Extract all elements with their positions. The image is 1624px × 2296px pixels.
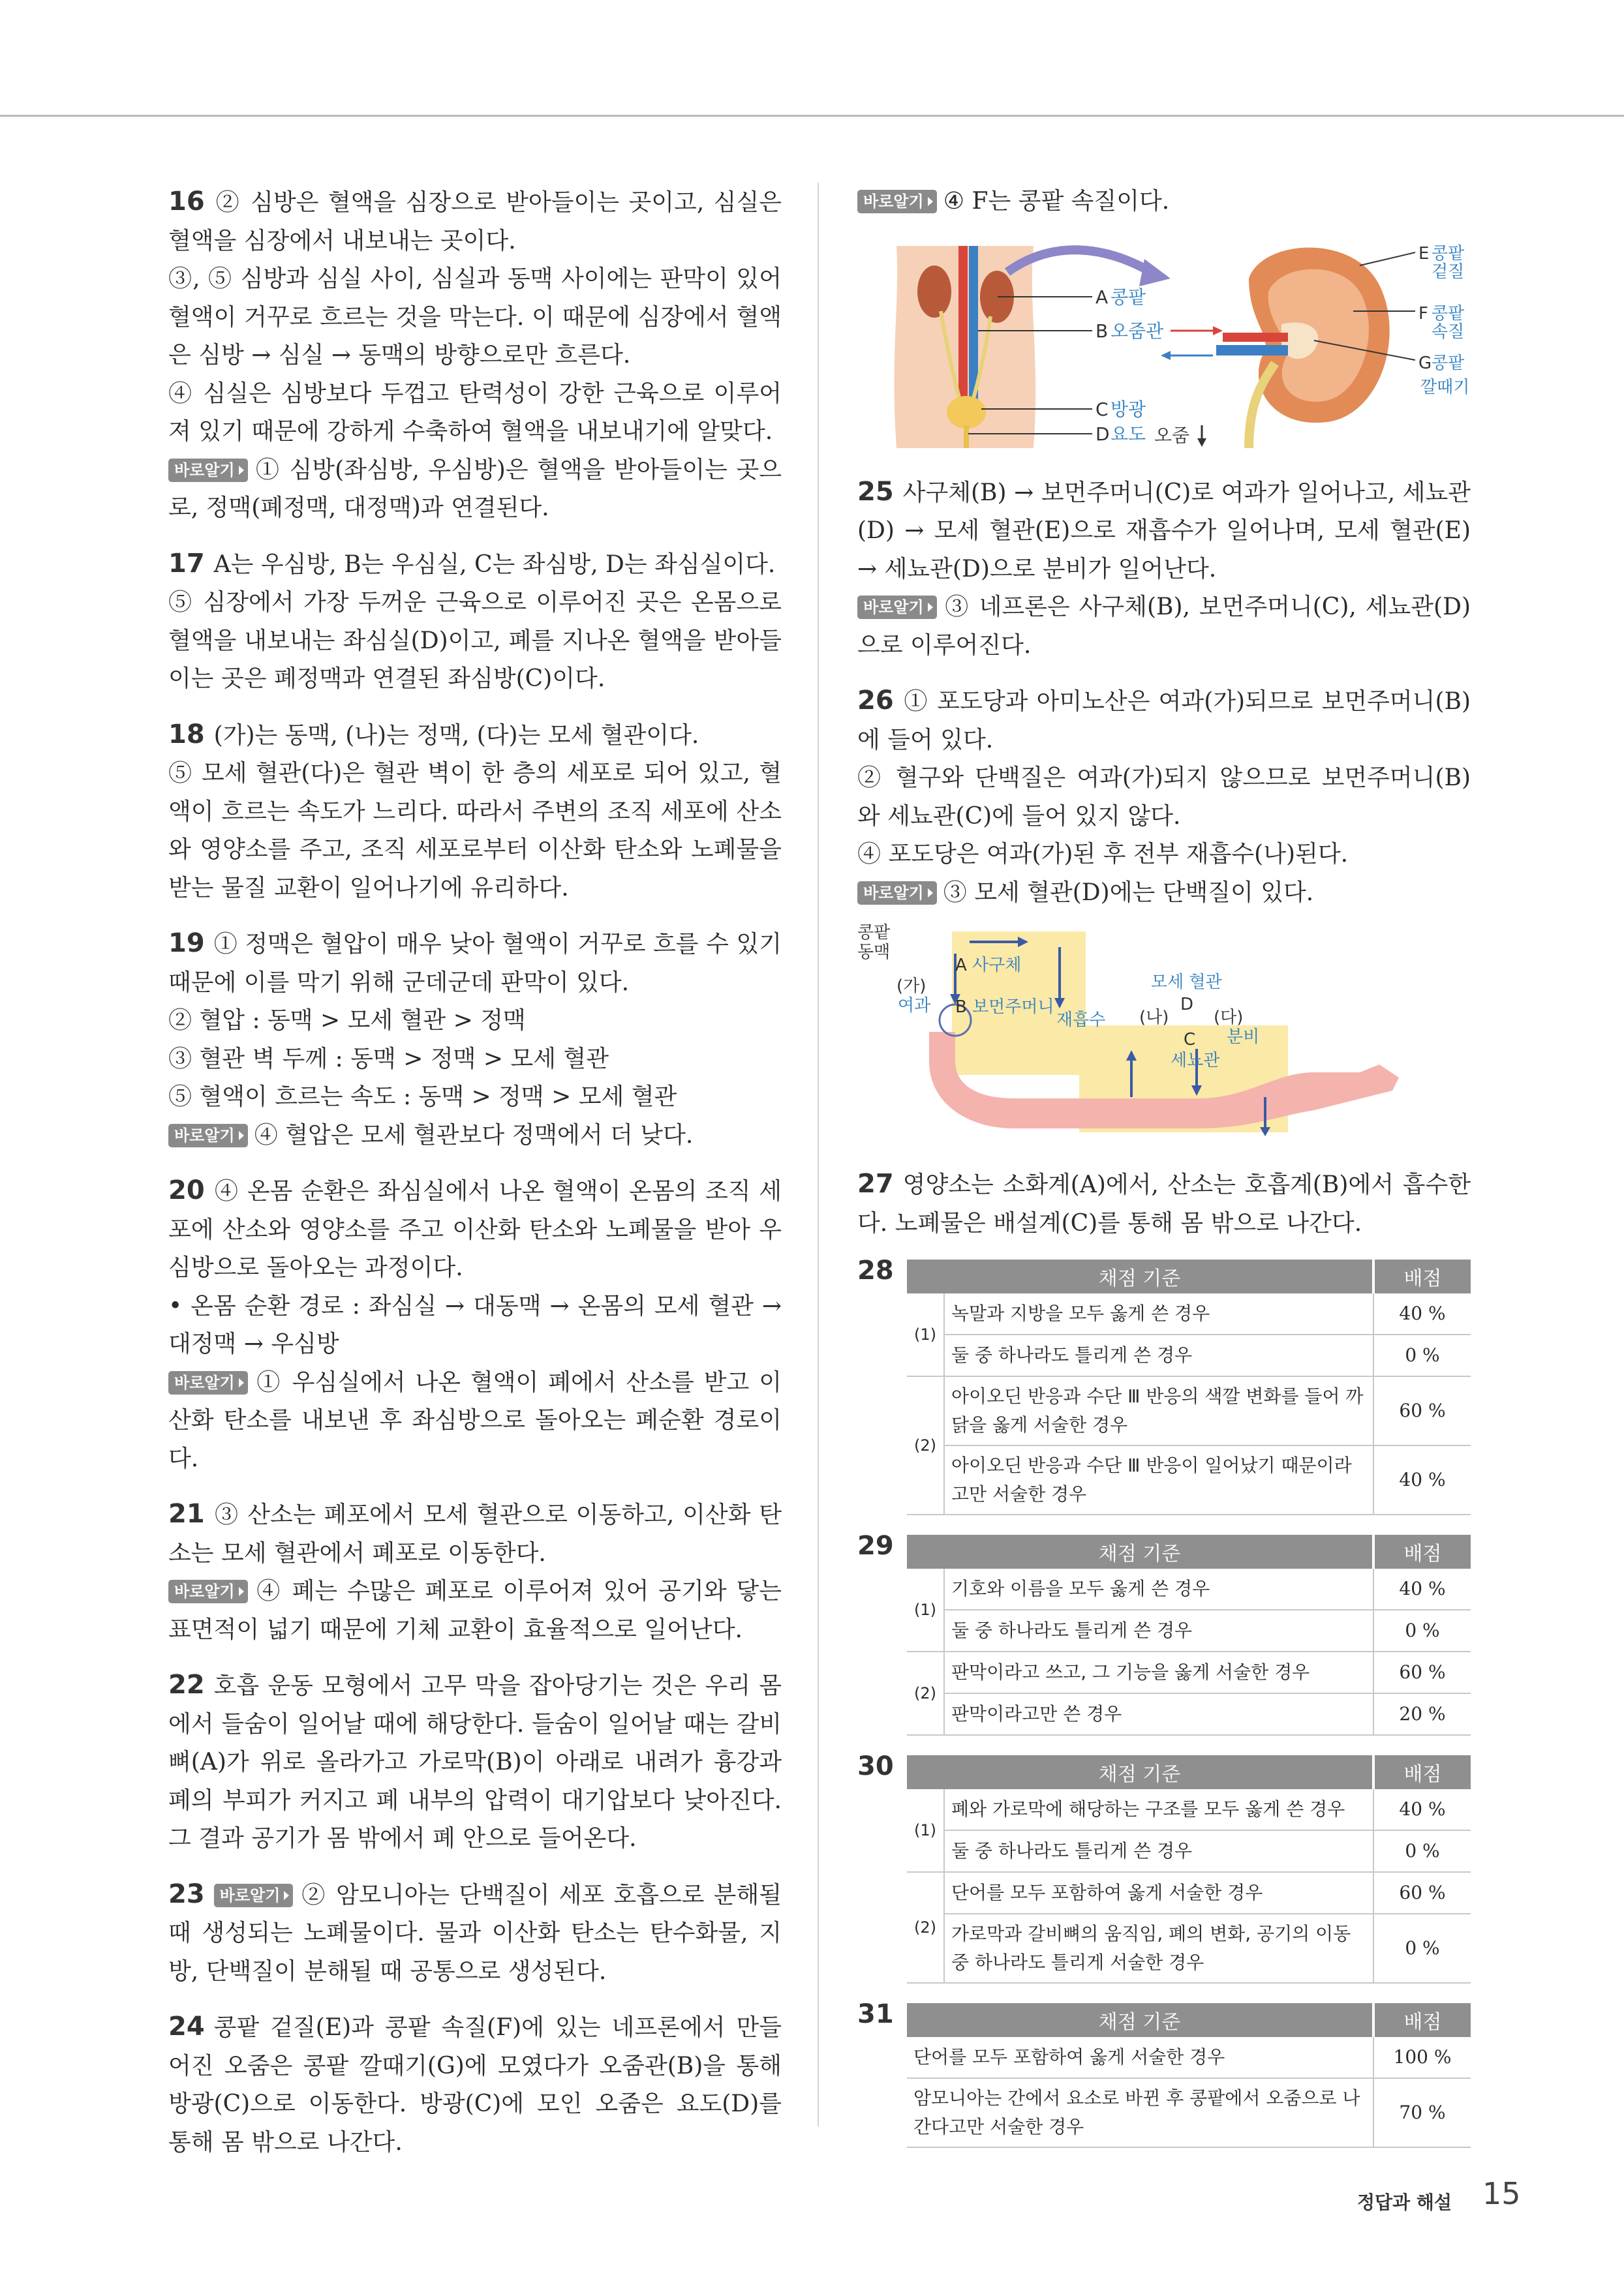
correction-text: ② 암모니아는 단백질이 세포 호흡으로 분해될 때 생성되는 노폐물이다. 물과 이산화 탄소는 탄수화물, 지방, 단백질이 분해될 때 공통으로 생성된다.	[168, 1881, 782, 1985]
label-F: F	[1418, 303, 1428, 324]
points-cell: 60 %	[1373, 1376, 1471, 1445]
correction-text: ① 우심실에서 나온 혈액이 폐에서 산소를 받고 이산화 탄소를 내보낸 후 좌심방으로 돌아오는 폐순환 경로이다.	[168, 1368, 782, 1472]
question-number: 26	[857, 686, 894, 716]
label-B-text: 보먼주머니	[972, 997, 1054, 1017]
label-D: D	[1095, 423, 1110, 445]
correction-text: ① 심방(좌심방, 우심방)은 혈액을 받아들이는 곳으로, 정맥(폐정맥, 대정맥)과 연결된다.	[168, 456, 782, 521]
explanation-line: 콩팥 겉질(E)과 콩팥 속질(F)에 있는 네프론에서 만들어진 오줌은 콩팥 깔때기(G)에 모였다가 오줌관(B)을 통해 방광(C)으로 이동한다. 방광(C)에 모인 오줌은 요도(D)를 통해 몸 밖으로 나간다.	[168, 2014, 782, 2156]
points-header: 배점	[1373, 1535, 1471, 1569]
ga-label: (가)	[896, 976, 927, 996]
explanation-line: (가)는 동맥, (나)는 정맥, (다)는 모세 혈관이다.	[213, 721, 699, 749]
artery-label: 동맥	[857, 943, 891, 962]
question-number: 31	[857, 1999, 894, 2029]
answer-25	[857, 473, 1471, 665]
points-header: 배점	[1373, 1755, 1471, 1789]
correction-badge: 바로알기	[168, 1580, 248, 1603]
correction-badge: 바로알기	[168, 1124, 248, 1147]
question-number: 20	[168, 1175, 205, 1205]
criteria-cell: 판막이라고만 쓴 경우	[944, 1693, 1373, 1735]
column-divider	[818, 183, 819, 2126]
criteria-cell: 판막이라고 쓰고, 그 기능을 옳게 서술한 경우	[944, 1652, 1373, 1693]
explanation-line: ⑤ 모세 혈관(다)은 혈관 벽이 한 층의 세포로 되어 있고, 혈액이 흐르는 속도가 느리다. 따라서 주변의 조직 세포에 산소와 영양소를 주고, 조직 세포로부터 이산화 탄소와 노폐물을 받는 물질 교환이 일어나기에 유리하다.	[168, 760, 782, 901]
explanation-line: ④ 온몸 순환은 좌심실에서 나온 혈액이 온몸의 조직 세포에 산소와 영양소를 주고 이산화 탄소와 노폐물을 받아 우심방으로 돌아오는 과정이다.	[168, 1178, 782, 1281]
label-A: A	[1095, 286, 1109, 308]
explanation-line: A는 우심방, B는 우심실, C는 좌심방, D는 좌심실이다.	[213, 551, 776, 578]
correction-text: ④ F는 콩팥 속질이다.	[943, 188, 1170, 215]
label-F-text: 속질	[1432, 322, 1465, 342]
explanation-line: ③ 산소는 폐포에서 모세 혈관으로 이동하고, 이산화 탄소는 모세 혈관에서 폐포로 이동한다.	[168, 1502, 782, 1567]
correction-badge: 바로알기	[214, 1884, 294, 1907]
aorta-icon	[958, 246, 968, 409]
kidney-urinary-figure	[857, 226, 1471, 448]
points-cell: 0 %	[1373, 1830, 1471, 1872]
label-G-text: 깔때기	[1420, 377, 1470, 397]
explanation-line: 영양소는 소화계(A)에서, 산소는 호흡계(B)에서 흡수한다. 노폐물은 배설계(C)를 통해 몸 밖으로 나간다.	[857, 1171, 1471, 1237]
filtration-label: 여과	[898, 996, 931, 1016]
da-label: (다)	[1214, 1008, 1244, 1027]
scoring-table	[907, 1260, 1471, 1515]
question-number: 18	[168, 719, 205, 749]
explanation-line: ① 정맥은 혈압이 매우 낮아 혈액이 거꾸로 흐를 수 있기 때문에 이를 막기 위해 군데군데 판막이 있다.	[168, 931, 782, 996]
header-rule	[0, 115, 1624, 117]
explanation-line: 사구체(B) → 보먼주머니(C)로 여과가 일어나고, 세뇨관(D) → 모세 혈관(E)으로 재흡수가 일어나며, 모세 혈관(E) → 세뇨관(D)으로 분비가 일어난다.	[857, 479, 1471, 582]
right-column	[857, 183, 1471, 2168]
ureter-icon	[1249, 363, 1275, 448]
label-A-text: 사구체	[972, 956, 1022, 975]
label-A-text: 콩팥	[1111, 286, 1146, 308]
arrow-head-icon	[1213, 326, 1223, 335]
row-label: (1)	[907, 1569, 944, 1652]
label-G: G	[1418, 353, 1432, 373]
points-cell: 40 %	[1373, 1445, 1471, 1515]
answer-22	[168, 1666, 782, 1858]
page-number: 15	[1482, 2176, 1521, 2211]
criteria-cell: 단어를 모두 포함하여 옳게 서술한 경우	[907, 2037, 1373, 2078]
criteria-cell: 폐와 가로막에 해당하는 구조를 모두 옳게 쓴 경우	[944, 1789, 1373, 1830]
question-number: 29	[857, 1531, 894, 1561]
leader-line	[1360, 252, 1415, 265]
correction-badge: 바로알기	[168, 1371, 248, 1395]
question-number: 28	[857, 1256, 894, 1286]
label-A: A	[955, 956, 967, 975]
points-cell: 60 %	[1373, 1652, 1471, 1693]
scoring-30	[857, 1751, 1471, 1984]
label-B-text: 오줌관	[1111, 320, 1164, 342]
question-number: 24	[168, 2012, 205, 2042]
na-label: (나)	[1139, 1008, 1169, 1027]
nephron-figure	[857, 921, 1471, 1136]
correction-text: ④ 폐는 수많은 폐포로 이루어져 있어 공기와 닿는 표면적이 넓기 때문에 기체 교환이 효율적으로 일어난다.	[168, 1578, 782, 1643]
scoring-28	[857, 1256, 1471, 1515]
explanation-line: ③, ⑤ 심방과 심실 사이, 심실과 동맥 사이에는 판막이 있어 혈액이 거꾸로 흐르는 것을 막는다. 이 때문에 심장에서 혈액은 심방 → 심실 → 동맥의 방향으로만 흐른다.	[168, 265, 782, 369]
question-number: 19	[168, 928, 205, 958]
correction-text: ③ 네프론은 사구체(B), 보먼주머니(C), 세뇨관(D)으로 이루어진다.	[857, 594, 1471, 659]
explanation-line: ② 혈압 : 동맥 > 모세 혈관 > 정맥	[168, 1007, 526, 1034]
scoring-table	[907, 2003, 1471, 2148]
question-number: 25	[857, 476, 894, 507]
criteria-cell: 둘 중 하나라도 틀리게 쓴 경우	[944, 1830, 1373, 1872]
answer-17	[168, 545, 782, 699]
explanation-line: ② 혈구와 단백질은 여과(가)되지 않으므로 보먼주머니(B)와 세뇨관(C)에 들어 있지 않다.	[857, 764, 1471, 830]
row-label: (2)	[907, 1872, 944, 1983]
correction-text: ③ 모세 혈관(D)에는 단백질이 있다.	[943, 879, 1314, 906]
label-B: B	[1095, 320, 1109, 342]
criteria-cell: 암모니아는 간에서 요소로 바뀐 후 콩팥에서 오줌으로 나간다고만 서술한 경우	[907, 2078, 1373, 2147]
answer-16	[168, 183, 782, 528]
capillary-label: 모세 혈관	[1151, 973, 1222, 992]
correction-badge: 바로알기	[857, 881, 937, 905]
arrow-head-icon	[1197, 438, 1206, 447]
label-F-text: 콩팥	[1432, 303, 1465, 324]
answer-19	[168, 924, 782, 1155]
footer-section-label: 정답과 해설	[1357, 2192, 1452, 2213]
urine-label: 오줌	[1154, 424, 1190, 446]
answer-24-correction	[857, 183, 1471, 221]
urethra-icon	[964, 425, 969, 448]
criteria-cell: 단어를 모두 포함하여 옳게 서술한 경우	[944, 1872, 1373, 1914]
explanation-line: ③ 혈관 벽 두께 : 동맥 > 정맥 > 모세 혈관	[168, 1045, 609, 1072]
scoring-31	[857, 1999, 1471, 2148]
row-label: (2)	[907, 1652, 944, 1735]
points-header: 배점	[1373, 2003, 1471, 2037]
reabsorption-label: 재흡수	[1056, 1010, 1106, 1030]
question-number: 27	[857, 1169, 894, 1199]
criteria-header: 채점 기준	[907, 1260, 1373, 1293]
scoring-29	[857, 1531, 1471, 1736]
criteria-header: 채점 기준	[907, 1535, 1373, 1569]
explanation-line: ④ 포도당은 여과(가)된 후 전부 재흡수(나)된다.	[857, 841, 1349, 868]
answer-23	[168, 1875, 782, 1991]
criteria-header: 채점 기준	[907, 2003, 1373, 2037]
label-D-text: 요도	[1111, 423, 1146, 445]
points-cell: 40 %	[1373, 1293, 1471, 1335]
question-number: 22	[168, 1670, 205, 1700]
points-cell: 0 %	[1373, 1610, 1471, 1652]
answer-26	[857, 682, 1471, 912]
points-cell: 0 %	[1373, 1335, 1471, 1376]
label-B: B	[955, 997, 967, 1017]
answer-27	[857, 1165, 1471, 1243]
points-cell: 0 %	[1373, 1914, 1471, 1983]
correction-text: ④ 혈압은 모세 혈관보다 정맥에서 더 낮다.	[254, 1121, 694, 1149]
correction-badge: 바로알기	[857, 190, 937, 213]
question-number: 17	[168, 548, 205, 579]
correction-badge: 바로알기	[168, 459, 248, 482]
answer-21	[168, 1495, 782, 1649]
criteria-cell: 아이오딘 반응과 수단 Ⅲ 반응이 일어났기 때문이라고만 서술한 경우	[944, 1445, 1373, 1515]
label-E-text: 겉질	[1432, 262, 1465, 282]
answer-20	[168, 1171, 782, 1478]
label-G-text: 콩팥	[1432, 353, 1465, 373]
points-header: 배점	[1373, 1260, 1471, 1293]
label-C: C	[1184, 1030, 1196, 1050]
arrow-head-icon	[1161, 351, 1171, 360]
row-label: (1)	[907, 1293, 944, 1376]
points-cell: 40 %	[1373, 1789, 1471, 1830]
left-column	[168, 183, 782, 2179]
explanation-line: ⑤ 혈액이 흐르는 속도 : 동맥 > 정맥 > 모세 혈관	[168, 1083, 677, 1110]
explanation-line: 호흡 운동 모형에서 고무 막을 잡아당기는 것은 우리 몸에서 들숨이 일어날 때에 해당한다. 들숨이 일어날 때는 갈비뼈(A)가 위로 올라가고 가로막(B)이 아래로 내려가 흉강과 폐의 부피가 커지고 폐 내부의 압력이 대기압보다 낮아진다. 그 결과 공기가 몸 밖에서 폐 안으로 들어온다.	[168, 1672, 782, 1852]
artery-label: 콩팥	[857, 923, 891, 943]
answer-18	[168, 716, 782, 908]
question-number: 21	[168, 1499, 205, 1529]
correction-badge: 바로알기	[857, 596, 937, 619]
explanation-line: ④ 심실은 심방보다 두껍고 탄력성이 강한 근육으로 이루어져 있기 때문에 강하게 수축하여 혈액을 내보내기에 알맞다.	[168, 380, 782, 445]
criteria-cell: 둘 중 하나라도 틀리게 쓴 경우	[944, 1335, 1373, 1376]
label-E: E	[1418, 243, 1430, 264]
scoring-table	[907, 1755, 1471, 1984]
bladder-icon	[947, 396, 986, 429]
criteria-cell: 둘 중 하나라도 틀리게 쓴 경우	[944, 1610, 1373, 1652]
question-number: 16	[168, 187, 205, 217]
explanation-line: ② 심방은 혈액을 심장으로 받아들이는 곳이고, 심실은 혈액을 심장에서 내보내는 곳이다.	[168, 189, 782, 254]
criteria-header: 채점 기준	[907, 1755, 1373, 1789]
question-number: 23	[168, 1879, 205, 1909]
points-cell: 40 %	[1373, 1569, 1471, 1610]
label-C: C	[1095, 398, 1109, 420]
label-D: D	[1180, 995, 1194, 1014]
scoring-table	[907, 1535, 1471, 1736]
points-cell: 20 %	[1373, 1693, 1471, 1735]
explanation-line: ① 포도당과 아미노산은 여과(가)되므로 보먼주머니(B)에 들어 있다.	[857, 688, 1471, 753]
left-kidney-icon	[917, 265, 951, 318]
explanation-line: ⑤ 심장에서 가장 두꺼운 근육으로 이루어진 곳은 온몸으로 혈액을 내보내는 좌심실(D)이고, 폐를 지나온 혈액을 받아들이는 곳은 폐정맥과 연결된 좌심방(C)이다.	[168, 589, 782, 692]
criteria-cell: 아이오딘 반응과 수단 Ⅲ 반응의 색깔 변화를 들어 까닭을 옳게 서술한 경우	[944, 1376, 1373, 1445]
label-E-text: 콩팥	[1432, 243, 1465, 264]
points-cell: 100 %	[1373, 2037, 1471, 2078]
label-C-text: 방광	[1111, 398, 1146, 420]
criteria-cell: 기호와 이름을 모두 옳게 쓴 경우	[944, 1569, 1373, 1610]
explanation-line: • 온몸 순환 경로 : 좌심실 → 대동맥 → 온몸의 모세 혈관 → 대정맥 → 우심방	[168, 1292, 782, 1357]
label-C-text: 세뇨관	[1171, 1051, 1220, 1070]
row-label: (1)	[907, 1789, 944, 1872]
question-number: 30	[857, 1751, 894, 1781]
criteria-cell: 녹말과 지방을 모두 옳게 쓴 경우	[944, 1293, 1373, 1335]
secretion-label: 분비	[1227, 1027, 1260, 1047]
arrow-head-icon	[1139, 259, 1171, 286]
points-cell: 60 %	[1373, 1872, 1471, 1914]
answer-24	[168, 2008, 782, 2162]
row-label: (2)	[907, 1376, 944, 1515]
points-cell: 70 %	[1373, 2078, 1471, 2147]
criteria-cell: 가로막과 갈비뼈의 움직임, 폐의 변화, 공기의 이동 중 하나라도 틀리게 서술한 경우	[944, 1914, 1373, 1983]
